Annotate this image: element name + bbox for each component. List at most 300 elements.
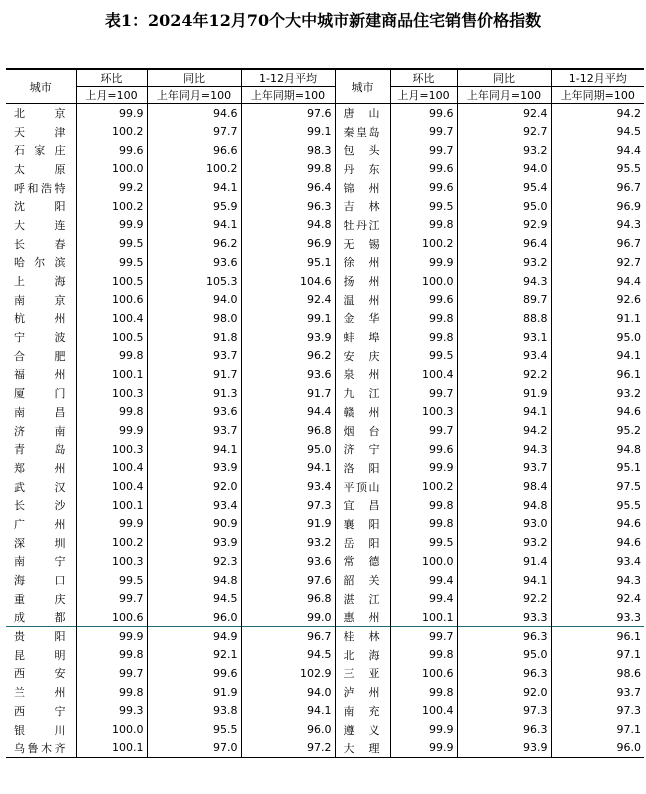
table-row — [6, 234, 644, 253]
header-city-left: 城市 — [6, 69, 76, 104]
avg-cell: 93.4 — [551, 552, 644, 571]
avg-cell: 96.9 — [551, 197, 644, 216]
city-name-cell: 南充 — [335, 702, 390, 721]
city-name-cell: 丹东 — [335, 160, 390, 179]
avg-cell: 93.9 — [241, 328, 335, 347]
avg-cell: 94.3 — [551, 216, 644, 235]
yoy-cell: 92.2 — [457, 589, 551, 608]
yoy-cell: 94.0 — [457, 160, 551, 179]
avg-cell: 94.8 — [551, 440, 644, 459]
table-row — [6, 365, 644, 384]
yoy-cell: 91.4 — [457, 552, 551, 571]
yoy-cell: 93.2 — [457, 253, 551, 272]
mom-cell: 99.8 — [390, 309, 457, 328]
avg-cell: 94.1 — [551, 346, 644, 365]
yoy-cell: 93.0 — [457, 515, 551, 534]
yoy-cell: 94.8 — [147, 571, 241, 590]
yoy-cell: 93.7 — [147, 346, 241, 365]
city-name-cell: 济宁 — [335, 440, 390, 459]
table-row — [6, 122, 644, 141]
avg-cell: 94.5 — [241, 645, 335, 664]
mom-cell: 100.2 — [76, 122, 147, 141]
avg-cell: 95.2 — [551, 421, 644, 440]
yoy-cell: 95.4 — [457, 178, 551, 197]
yoy-cell: 96.0 — [147, 608, 241, 627]
table-row — [6, 627, 644, 646]
avg-cell: 94.2 — [551, 104, 644, 123]
city-name-cell: 兰州 — [14, 686, 66, 700]
avg-cell: 97.6 — [241, 571, 335, 590]
city-name-cell: 南宁 — [14, 555, 66, 569]
yoy-cell: 96.2 — [147, 234, 241, 253]
avg-cell: 96.3 — [241, 197, 335, 216]
mom-cell: 100.0 — [390, 272, 457, 291]
city-name-cell: 桂林 — [335, 627, 390, 646]
avg-cell: 97.3 — [551, 702, 644, 721]
table-row — [6, 440, 644, 459]
avg-cell: 93.4 — [241, 477, 335, 496]
mom-cell: 99.7 — [390, 421, 457, 440]
avg-cell: 93.6 — [241, 365, 335, 384]
city-name-cell: 贵阳 — [6, 627, 76, 646]
city-name-cell: 西宁 — [14, 704, 66, 718]
avg-cell: 94.4 — [551, 141, 644, 160]
table-row — [6, 533, 644, 552]
city-name-cell: 乌鲁木齐 — [6, 739, 76, 758]
yoy-cell: 99.6 — [147, 664, 241, 683]
avg-cell: 93.3 — [551, 608, 644, 627]
avg-cell: 94.1 — [241, 702, 335, 721]
yoy-cell: 91.8 — [147, 328, 241, 347]
city-name-cell: 北京 — [6, 104, 76, 123]
mom-cell: 99.6 — [390, 104, 457, 123]
yoy-cell: 94.3 — [457, 440, 551, 459]
yoy-cell: 93.4 — [457, 346, 551, 365]
city-name-cell: 赣州 — [335, 403, 390, 422]
city-name-cell: 遵义 — [335, 720, 390, 739]
table-row — [6, 589, 644, 608]
avg-cell: 92.4 — [241, 290, 335, 309]
city-name-cell: 宁波 — [14, 331, 66, 345]
yoy-cell: 98.4 — [457, 477, 551, 496]
mom-cell: 100.2 — [76, 533, 147, 552]
avg-cell: 96.8 — [241, 421, 335, 440]
city-name-cell: 岳阳 — [335, 533, 390, 552]
city-name-cell: 济南 — [14, 424, 66, 438]
mom-cell: 100.5 — [76, 328, 147, 347]
city-name-cell: 长春 — [14, 237, 66, 251]
mom-cell: 99.7 — [390, 627, 457, 646]
avg-cell: 99.8 — [241, 160, 335, 179]
city-name-cell: 太原 — [14, 162, 66, 176]
city-name-cell: 大连 — [14, 218, 66, 232]
avg-cell: 97.6 — [241, 104, 335, 123]
table-row — [6, 739, 644, 758]
avg-cell: 97.2 — [241, 739, 335, 758]
avg-cell: 94.1 — [241, 459, 335, 478]
avg-cell: 93.6 — [241, 552, 335, 571]
city-name-cell: 宜昌 — [335, 496, 390, 515]
mom-cell: 100.3 — [76, 384, 147, 403]
avg-cell: 94.0 — [241, 683, 335, 702]
yoy-cell: 98.0 — [147, 309, 241, 328]
mom-cell: 100.5 — [76, 272, 147, 291]
table-row — [6, 477, 644, 496]
city-name-cell: 烟台 — [335, 421, 390, 440]
avg-cell: 94.8 — [241, 216, 335, 235]
yoy-cell: 93.9 — [147, 459, 241, 478]
yoy-cell: 95.9 — [147, 197, 241, 216]
city-name-cell: 重庆 — [14, 592, 66, 606]
header-yoy-right: 同比 — [457, 69, 551, 87]
yoy-cell: 88.8 — [457, 309, 551, 328]
avg-cell: 96.9 — [241, 234, 335, 253]
city-name-cell: 牡丹江 — [335, 216, 390, 235]
yoy-cell: 94.1 — [147, 216, 241, 235]
avg-cell: 94.5 — [551, 122, 644, 141]
price-index-table — [6, 68, 644, 758]
mom-cell: 99.7 — [390, 141, 457, 160]
city-name-cell: 广州 — [14, 517, 66, 531]
mom-cell: 100.6 — [76, 608, 147, 627]
table-title: 表1：2024年12月70个大中城市新建商品住宅销售价格指数 — [104, 11, 542, 30]
mom-cell: 100.4 — [390, 702, 457, 721]
mom-cell: 99.5 — [76, 234, 147, 253]
header-yoy-base-right: 上年同月=100 — [457, 87, 551, 104]
yoy-cell: 95.0 — [457, 645, 551, 664]
yoy-cell: 97.7 — [147, 122, 241, 141]
mom-cell: 99.6 — [390, 160, 457, 179]
mom-cell: 100.1 — [76, 739, 147, 758]
yoy-cell: 92.1 — [147, 645, 241, 664]
mom-cell: 99.9 — [390, 459, 457, 478]
mom-cell: 99.8 — [76, 403, 147, 422]
yoy-cell: 97.0 — [147, 739, 241, 758]
city-name-cell: 成都 — [14, 611, 66, 625]
city-name-cell: 深圳 — [14, 536, 66, 550]
yoy-cell: 94.2 — [457, 421, 551, 440]
avg-cell: 91.9 — [241, 515, 335, 534]
header-avg-right: 1-12月平均 — [551, 69, 644, 87]
yoy-cell: 93.2 — [457, 141, 551, 160]
avg-cell: 95.1 — [241, 253, 335, 272]
mom-cell: 99.6 — [390, 440, 457, 459]
mom-cell: 99.7 — [390, 122, 457, 141]
mom-cell: 99.9 — [76, 515, 147, 534]
yoy-cell: 93.7 — [147, 421, 241, 440]
table-row — [6, 253, 644, 272]
yoy-cell: 91.9 — [147, 683, 241, 702]
table-row — [6, 384, 644, 403]
avg-cell: 96.7 — [551, 178, 644, 197]
yoy-cell: 92.3 — [147, 552, 241, 571]
avg-cell: 98.3 — [241, 141, 335, 160]
yoy-cell: 92.7 — [457, 122, 551, 141]
mom-cell: 99.9 — [76, 421, 147, 440]
yoy-cell: 93.8 — [147, 702, 241, 721]
yoy-cell: 92.4 — [457, 104, 551, 123]
city-name-cell: 昆明 — [14, 648, 66, 662]
yoy-cell: 96.6 — [147, 141, 241, 160]
table-row — [6, 141, 644, 160]
city-name-cell: 吉林 — [335, 197, 390, 216]
city-name-cell: 银川 — [14, 723, 66, 737]
yoy-cell: 93.6 — [147, 253, 241, 272]
avg-cell: 93.7 — [551, 683, 644, 702]
city-name-cell: 秦皇岛 — [335, 122, 390, 141]
avg-cell: 97.3 — [241, 496, 335, 515]
city-name-cell: 呼和浩特 — [14, 181, 66, 195]
table-row — [6, 328, 644, 347]
avg-cell: 97.1 — [551, 645, 644, 664]
avg-cell: 96.7 — [551, 234, 644, 253]
city-name-cell: 杭州 — [14, 312, 66, 326]
mom-cell: 99.9 — [76, 216, 147, 235]
city-name-cell: 唐山 — [335, 104, 390, 123]
table-row — [6, 309, 644, 328]
mom-cell: 99.2 — [76, 178, 147, 197]
city-name-cell: 安庆 — [335, 346, 390, 365]
yoy-cell: 94.1 — [457, 403, 551, 422]
table-row — [6, 683, 644, 702]
yoy-cell: 94.6 — [147, 104, 241, 123]
mom-cell: 99.7 — [390, 384, 457, 403]
avg-cell: 92.7 — [551, 253, 644, 272]
avg-cell: 97.5 — [551, 477, 644, 496]
avg-cell: 95.1 — [551, 459, 644, 478]
header-mom-left: 环比 — [76, 69, 147, 87]
avg-cell: 99.1 — [241, 122, 335, 141]
city-name-cell: 海口 — [14, 574, 66, 588]
avg-cell: 96.1 — [551, 627, 644, 646]
avg-cell: 94.3 — [551, 571, 644, 590]
header-mom-right: 环比 — [390, 69, 457, 87]
city-name-cell: 泉州 — [335, 365, 390, 384]
yoy-cell: 94.1 — [147, 440, 241, 459]
table-row — [6, 160, 644, 179]
city-name-cell: 南京 — [14, 293, 66, 307]
city-name-cell: 上海 — [14, 275, 66, 289]
yoy-cell: 92.0 — [147, 477, 241, 496]
yoy-cell: 95.5 — [147, 720, 241, 739]
table-row — [6, 702, 644, 721]
avg-cell: 92.6 — [551, 290, 644, 309]
avg-cell: 96.2 — [241, 346, 335, 365]
mom-cell: 99.3 — [76, 702, 147, 721]
table-row — [6, 571, 644, 590]
yoy-cell: 94.1 — [147, 178, 241, 197]
mom-cell: 99.9 — [390, 253, 457, 272]
city-name-cell: 沈阳 — [14, 200, 66, 214]
table-row — [6, 197, 644, 216]
yoy-cell: 93.9 — [457, 739, 551, 758]
city-name-cell: 青岛 — [14, 443, 66, 457]
mom-cell: 99.9 — [390, 720, 457, 739]
mom-cell: 100.3 — [76, 552, 147, 571]
city-name-cell: 徐州 — [335, 253, 390, 272]
mom-cell: 99.6 — [390, 290, 457, 309]
city-name-cell: 锦州 — [335, 178, 390, 197]
mom-cell: 100.4 — [76, 477, 147, 496]
avg-cell: 96.0 — [241, 720, 335, 739]
yoy-cell: 93.7 — [457, 459, 551, 478]
mom-cell: 100.1 — [390, 608, 457, 627]
yoy-cell: 90.9 — [147, 515, 241, 534]
city-name-cell: 南昌 — [14, 405, 66, 419]
city-name-cell: 扬州 — [335, 272, 390, 291]
city-name-cell: 洛阳 — [335, 459, 390, 478]
avg-cell: 91.7 — [241, 384, 335, 403]
avg-cell: 92.4 — [551, 589, 644, 608]
mom-cell: 99.9 — [390, 739, 457, 758]
mom-cell: 99.5 — [76, 253, 147, 272]
table-row — [6, 552, 644, 571]
yoy-cell: 93.9 — [147, 533, 241, 552]
mom-cell: 99.7 — [76, 664, 147, 683]
avg-cell: 96.0 — [551, 739, 644, 758]
avg-cell: 99.0 — [241, 608, 335, 627]
avg-cell: 94.6 — [551, 515, 644, 534]
table-row — [6, 645, 644, 664]
yoy-cell: 94.3 — [457, 272, 551, 291]
avg-cell: 96.1 — [551, 365, 644, 384]
city-name-cell: 包头 — [335, 141, 390, 160]
mom-cell: 99.8 — [390, 645, 457, 664]
yoy-cell: 94.9 — [147, 627, 241, 646]
avg-cell: 94.6 — [551, 403, 644, 422]
header-yoy-base-left: 上年同月=100 — [147, 87, 241, 104]
mom-cell: 99.8 — [76, 346, 147, 365]
yoy-cell: 94.5 — [147, 589, 241, 608]
city-name-cell: 大理 — [335, 739, 390, 758]
yoy-cell: 92.2 — [457, 365, 551, 384]
avg-cell: 97.1 — [551, 720, 644, 739]
table-row — [6, 459, 644, 478]
header-mom-base-left: 上月=100 — [76, 87, 147, 104]
city-name-cell: 郑州 — [14, 461, 66, 475]
avg-cell: 91.1 — [551, 309, 644, 328]
mom-cell: 100.2 — [76, 197, 147, 216]
city-name-cell: 惠州 — [335, 608, 390, 627]
avg-cell: 96.7 — [241, 627, 335, 646]
city-name-cell: 西安 — [14, 667, 66, 681]
avg-cell: 95.0 — [551, 328, 644, 347]
city-name-cell: 韶关 — [335, 571, 390, 590]
mom-cell: 99.5 — [390, 346, 457, 365]
city-name-cell: 平顶山 — [335, 477, 390, 496]
mom-cell: 99.8 — [390, 683, 457, 702]
city-name-cell: 温州 — [335, 290, 390, 309]
city-name-cell: 常德 — [335, 552, 390, 571]
mom-cell: 100.4 — [76, 459, 147, 478]
table-row — [6, 346, 644, 365]
city-name-cell: 九江 — [335, 384, 390, 403]
yoy-cell: 96.3 — [457, 664, 551, 683]
mom-cell: 99.5 — [76, 571, 147, 590]
mom-cell: 99.8 — [76, 645, 147, 664]
table-row — [6, 515, 644, 534]
city-name-cell: 福州 — [14, 368, 66, 382]
mom-cell: 99.4 — [390, 589, 457, 608]
yoy-cell: 96.3 — [457, 720, 551, 739]
mom-cell: 99.4 — [390, 571, 457, 590]
city-name-cell: 天津 — [14, 125, 66, 139]
table-row — [6, 272, 644, 291]
mom-cell: 99.8 — [390, 515, 457, 534]
table-row — [6, 720, 644, 739]
yoy-cell: 94.0 — [147, 290, 241, 309]
yoy-cell: 97.3 — [457, 702, 551, 721]
city-name-cell: 北海 — [335, 645, 390, 664]
table-row — [6, 496, 644, 515]
table-row — [6, 104, 644, 123]
mom-cell: 99.9 — [76, 627, 147, 646]
mom-cell: 100.4 — [390, 365, 457, 384]
yoy-cell: 93.3 — [457, 608, 551, 627]
mom-cell: 100.6 — [390, 664, 457, 683]
mom-cell: 99.8 — [390, 216, 457, 235]
avg-cell: 95.5 — [551, 160, 644, 179]
mom-cell: 100.0 — [390, 552, 457, 571]
mom-cell: 100.0 — [76, 720, 147, 739]
table-row — [6, 178, 644, 197]
mom-cell: 99.5 — [390, 533, 457, 552]
yoy-cell: 94.8 — [457, 496, 551, 515]
avg-cell: 94.6 — [551, 533, 644, 552]
yoy-cell: 96.4 — [457, 234, 551, 253]
yoy-cell: 91.3 — [147, 384, 241, 403]
yoy-cell: 92.0 — [457, 683, 551, 702]
avg-cell: 102.9 — [241, 664, 335, 683]
mom-cell: 100.6 — [76, 290, 147, 309]
yoy-cell: 93.4 — [147, 496, 241, 515]
avg-cell: 94.4 — [241, 403, 335, 422]
avg-cell: 95.5 — [551, 496, 644, 515]
yoy-cell: 93.1 — [457, 328, 551, 347]
header-avg-left: 1-12月平均 — [241, 69, 335, 87]
mom-cell: 99.7 — [76, 589, 147, 608]
city-name-cell: 三亚 — [335, 664, 390, 683]
yoy-cell: 89.7 — [457, 290, 551, 309]
table-body — [6, 104, 644, 758]
header-city-right: 城市 — [335, 69, 390, 104]
city-name-cell: 蚌埠 — [335, 328, 390, 347]
mom-cell: 99.8 — [76, 683, 147, 702]
mom-cell: 100.2 — [390, 477, 457, 496]
avg-cell: 98.6 — [551, 664, 644, 683]
avg-cell: 99.1 — [241, 309, 335, 328]
mom-cell: 100.3 — [390, 403, 457, 422]
mom-cell: 99.9 — [76, 104, 147, 123]
avg-cell: 93.2 — [241, 533, 335, 552]
city-name-cell: 金华 — [335, 309, 390, 328]
mom-cell: 100.1 — [76, 365, 147, 384]
table-row — [6, 403, 644, 422]
city-name-cell: 湛江 — [335, 589, 390, 608]
yoy-cell: 93.6 — [147, 403, 241, 422]
yoy-cell: 100.2 — [147, 160, 241, 179]
mom-cell: 99.6 — [76, 141, 147, 160]
avg-cell: 96.8 — [241, 589, 335, 608]
mom-cell: 99.6 — [390, 178, 457, 197]
yoy-cell: 91.7 — [147, 365, 241, 384]
city-name-cell: 哈尔滨 — [14, 256, 66, 270]
yoy-cell: 95.0 — [457, 197, 551, 216]
table-row — [6, 290, 644, 309]
header-yoy-left: 同比 — [147, 69, 241, 87]
city-name-cell: 长沙 — [14, 499, 66, 513]
city-name-cell: 合肥 — [14, 349, 66, 363]
